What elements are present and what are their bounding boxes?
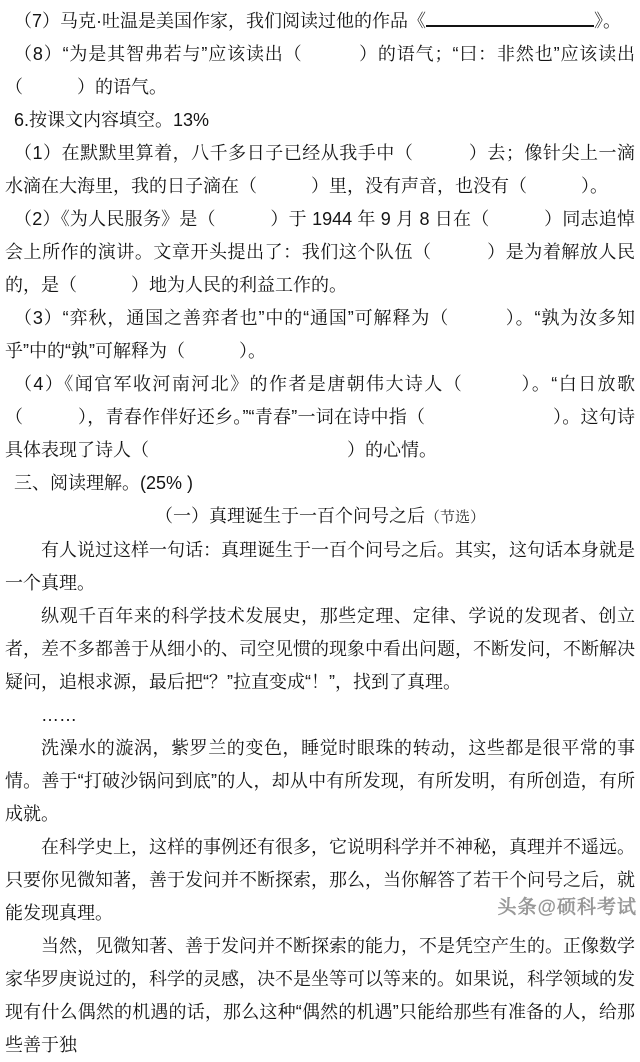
question-6-sub-1: （1）在默默里算着，八千多日子已经从我手中（ ）去；像针尖上一滴水滴在大海里，我的日子滴在（ ）里，没有声音，也没有（ ）。 xyxy=(5,143,635,196)
passage-ellipsis: …… xyxy=(41,705,77,725)
watermark: 头条@硕科考试 xyxy=(497,897,637,918)
passage-paragraph-3: 洗澡水的漩涡，紫罗兰的变色，睡觉时眼珠的转动，这些都是很平常的事情。善于“打破沙锅问到底”的人，却从中有所发现，有所发明，有所创造，有所成就。 xyxy=(5,738,635,824)
passage-paragraph-1: 有人说过这样一句话：真理诞生于一百个问号之后。其实，这句话本身就是一个真理。 xyxy=(5,540,635,593)
blank-underline xyxy=(426,10,594,27)
question-7-text: （7）马克·吐温是美国作家，我们阅读过他的作品《 xyxy=(14,11,427,31)
question-6-sub-2: （2）《为人民服务》是（ ）于 1944 年 9 月 8 日在（ ）同志追悼会上所作的演讲。文章开头提出了：我们这个队伍（ ）是为着解放人民的，是（ ）地为人民的利益工作的。 xyxy=(5,209,635,295)
question-6-sub-3: （3）“弈秋，通国之善弈者也”中的“通国”可解释为（ ）。“孰为汝多知乎”中的“孰”可解释为（ ）。 xyxy=(5,308,635,361)
question-8: （8）“为是其智弗若与”应该读出（ ）的语气；“曰：非然也”应该读出（ ）的语气。 xyxy=(5,44,635,97)
passage-paragraph-5: 当然，见微知著、善于发问并不断探索的能力，不是凭空产生的。正像数学家华罗庚说过的，科学的灵感，决不是坐等可以等来的。如果说，科学领域的发现有什么偶然的机遇的话，那么这种“偶然的机遇”只能给那些有准备的人，给那些善于独 xyxy=(5,936,635,1055)
passage-paragraph-2: 纵观千百年来的科学技术发展史，那些定理、定律、学说的发现者、创立者，差不多都善于从细小的、司空见惯的现象中看出问题，不断发问，不断解决疑问，追根求源，最后把“？”拉直变成“！”，找到了真理。 xyxy=(5,606,635,692)
section-3-header: 三、阅读理解。(25% ) xyxy=(14,473,194,493)
passage-paragraph-4: 在科学史上，这样的事例还有很多，它说明科学并不神秘，真理并不遥远。只要你见微知著，善于发问并不断探索，那么，当你解答了若干个问号之后，就能发现真理。 xyxy=(5,837,635,923)
question-6-sub-4: （4）《闻官军收河南河北》的作者是唐朝伟大诗人（ ）。“白日放歌（ ），青春作伴好还乡。”“青春”一词在诗中指（ ）。这句诗具体表现了诗人（ ）的心情。 xyxy=(5,374,635,460)
question-7 xyxy=(5,5,635,38)
passage-title xyxy=(5,500,635,534)
passage-subtitle: （节选） xyxy=(424,509,485,526)
passage-title-text: （一）真理诞生于一百个问号之后 xyxy=(154,506,425,526)
question-6-header: 6.按课文内容填空。13% xyxy=(14,110,210,130)
question-7-suffix: 》。 xyxy=(594,11,622,31)
